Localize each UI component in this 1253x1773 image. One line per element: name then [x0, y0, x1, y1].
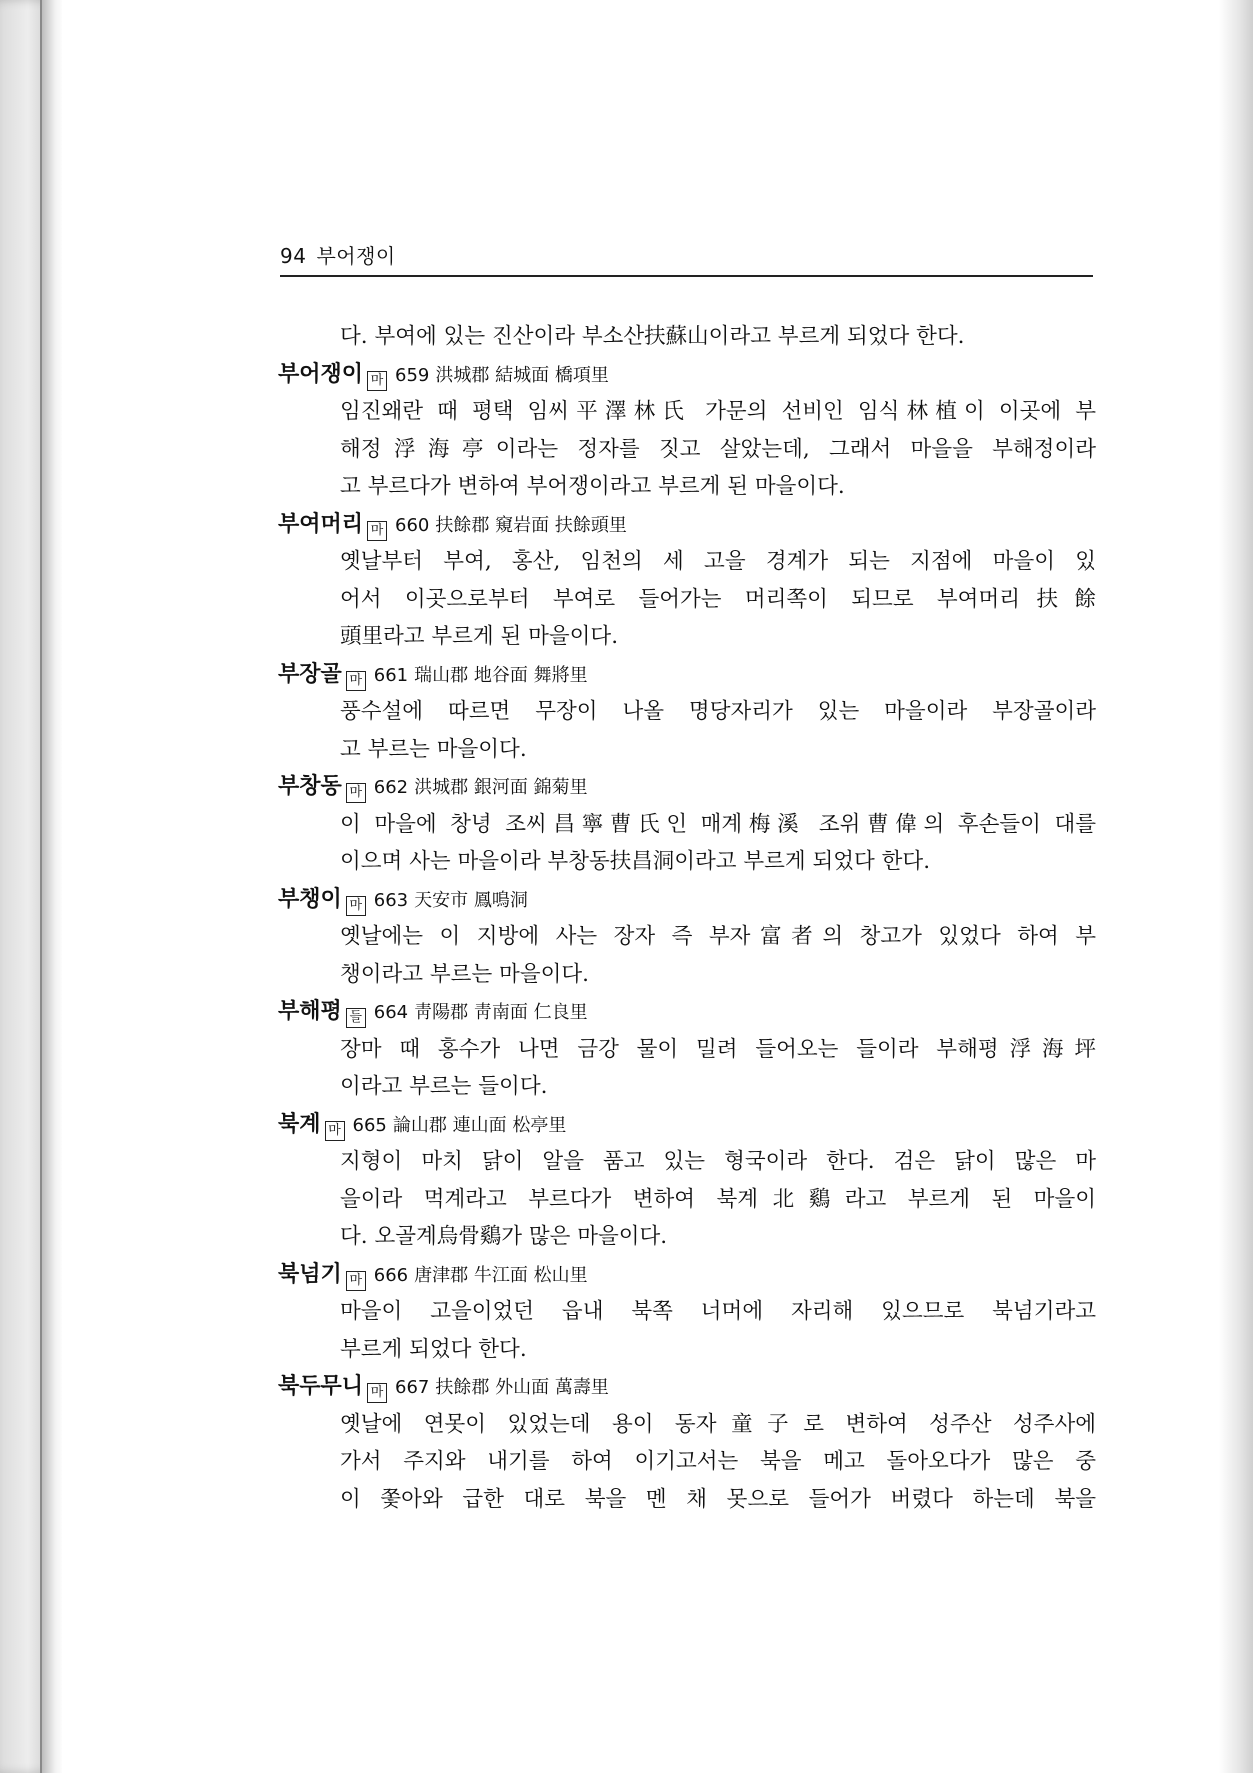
category-tag: 마: [346, 1271, 366, 1291]
entry-location: 扶餘郡 外山面 萬壽里: [435, 1377, 609, 1398]
entry-number: 661: [373, 664, 409, 686]
category-tag: 마: [325, 1121, 345, 1141]
category-tag: 마: [346, 896, 366, 916]
entry-body-line: 을이라 먹계라고 부르다가 변하여 북계北鷄라고 부르게 된 마을이: [340, 1186, 1096, 1212]
category-tag: 마: [346, 671, 366, 691]
category-tag: 마: [367, 1383, 387, 1403]
entry-heading: [278, 993, 1096, 1031]
entry-heading: [278, 1106, 1096, 1144]
entry-meta: [374, 777, 588, 798]
entry-meta: [374, 665, 588, 686]
entry-body-line: 이라고 부르는 들이다.: [340, 1074, 548, 1099]
category-tag: 마: [367, 371, 387, 391]
entry-heading: [278, 356, 1096, 394]
entry-body-line: 이 쫓아와 급한 대로 북을 멘 채 못으로 들어가 버렸다 하는데 북을: [340, 1486, 1096, 1512]
entry-heading: [278, 656, 1096, 694]
entry-number: 665: [352, 1114, 387, 1136]
entry-heading: [278, 1368, 1096, 1406]
entry-body-line: 다. 오골계烏骨鷄가 많은 마을이다.: [340, 1224, 668, 1249]
entry-location: 唐津郡 牛江面 松山里: [414, 1264, 588, 1286]
entry-body-line: 頭里라고 부르게 된 마을이다.: [340, 624, 619, 649]
entry-body-line: 해정浮海亭이라는 정자를 짓고 살았는데, 그래서 마을을 부해정이라: [340, 436, 1096, 462]
entry-body-line: 장마 때 홍수가 나면 금강 물이 밀려 들어오는 들이라 부해평浮海坪: [340, 1036, 1096, 1062]
entry-location: 洪城郡 結城面 橋項里: [435, 364, 609, 386]
entry-heading: [278, 881, 1096, 919]
entry-meta: [395, 365, 609, 386]
entry-number: 667: [395, 1377, 430, 1398]
page-header: [280, 240, 1093, 277]
entry-location: 扶餘郡 窺岩面 扶餘頭里: [435, 514, 627, 536]
entry-body-line: 어서 이곳으로부터 부여로 들어가는 머리쪽이 되므로 부여머리扶餘: [340, 586, 1096, 612]
page-number: 94: [280, 244, 307, 268]
headword: 부장골: [278, 660, 342, 687]
page-content: [278, 318, 1096, 1518]
category-tag: 들: [346, 1008, 366, 1028]
headword: 북넘기: [278, 1260, 342, 1287]
entry-meta: [395, 1377, 609, 1398]
headword: 부챙이: [278, 885, 342, 912]
headword: 부해평: [278, 998, 342, 1024]
entry-number: 666: [373, 1264, 409, 1286]
entry-body-line: 고 부르다가 변하여 부어쟁이라고 부르게 된 마을이다.: [340, 474, 845, 499]
category-tag: 마: [367, 521, 387, 541]
entry-meta: [395, 515, 627, 536]
headword: 부여머리: [278, 510, 364, 537]
continuation-line: 다. 부여에 있는 진산이라 부소산扶蘇山이라고 부르게 되었다 한다.: [340, 324, 965, 349]
entry-meta: [374, 1265, 588, 1286]
page-edge: [40, 0, 64, 1773]
entry-location: 靑陽郡 靑南面 仁良里: [414, 1002, 588, 1023]
entry-heading: [278, 768, 1096, 806]
category-tag: 마: [346, 783, 366, 803]
entry-location: 瑞山郡 地谷面 舞將里: [414, 664, 588, 686]
entry-body-line: 옛날부터 부여, 홍산, 임천의 세 고을 경계가 되는 지점에 마을이 있: [340, 549, 1096, 574]
entry-heading: [278, 506, 1096, 544]
entry-number: 659: [395, 364, 430, 386]
entry-heading: [278, 1256, 1096, 1294]
entry-meta: [353, 1115, 567, 1136]
entry-number: 662: [373, 777, 409, 798]
entry-body-line: 지형이 마치 닭이 알을 품고 있는 형국이라 한다. 검은 닭이 많은 마: [340, 1149, 1096, 1174]
entry-location: 天安市 鳳鳴洞: [414, 889, 528, 911]
entry-body-line: 부르게 되었다 한다.: [340, 1336, 527, 1362]
entry-meta: [374, 1002, 588, 1023]
headword: 부창동: [278, 773, 342, 799]
headword: 북두무니: [278, 1373, 364, 1399]
entry-body-line: 고 부르는 마을이다.: [340, 736, 527, 762]
entry-body-line: 옛날에 연못이 있었는데 용이 동자童子로 변하여 성주산 성주사에: [340, 1411, 1096, 1437]
entry-body-line: 풍수설에 따르면 무장이 나올 명당자리가 있는 마을이라 부장골이라: [340, 699, 1096, 724]
entry-body-line: 마을이 고을이었던 읍내 북쪽 너머에 자리해 있으므로 북넘기라고: [340, 1299, 1096, 1324]
entry-location: 論山郡 連山面 松亭里: [392, 1114, 567, 1136]
running-title: 부어쟁이: [316, 244, 396, 268]
entry-body-line: 옛날에는 이 지방에 사는 장자 즉 부자富者의 창고가 있었다 하여 부: [340, 924, 1096, 949]
entry-number: 663: [373, 889, 409, 911]
entry-body-line: 챙이라고 부르는 마을이다.: [340, 961, 589, 987]
headword: 부어쟁이: [278, 360, 364, 387]
entry-body-line: 임진왜란 때 평택 임씨平澤林氏 가문의 선비인 임식林植이 이곳에 부: [340, 399, 1096, 424]
entry-meta: [374, 890, 528, 911]
headword: 북계: [278, 1110, 321, 1137]
entry-body-line: 가서 주지와 내기를 하여 이기고서는 북을 메고 돌아오다가 많은 중: [340, 1449, 1096, 1474]
entry-body-line: 이 마을에 창녕 조씨昌寧曹氏인 매계梅溪 조위曹偉의 후손들이 대를: [340, 811, 1096, 837]
page-right-shadow: [1219, 0, 1253, 1773]
entry-body-line: 이으며 사는 마을이라 부창동扶昌洞이라고 부르게 되었다 한다.: [340, 849, 931, 874]
entry-number: 660: [395, 514, 430, 536]
entry-number: 664: [373, 1002, 409, 1023]
entry-location: 洪城郡 銀河面 錦菊里: [414, 777, 588, 798]
